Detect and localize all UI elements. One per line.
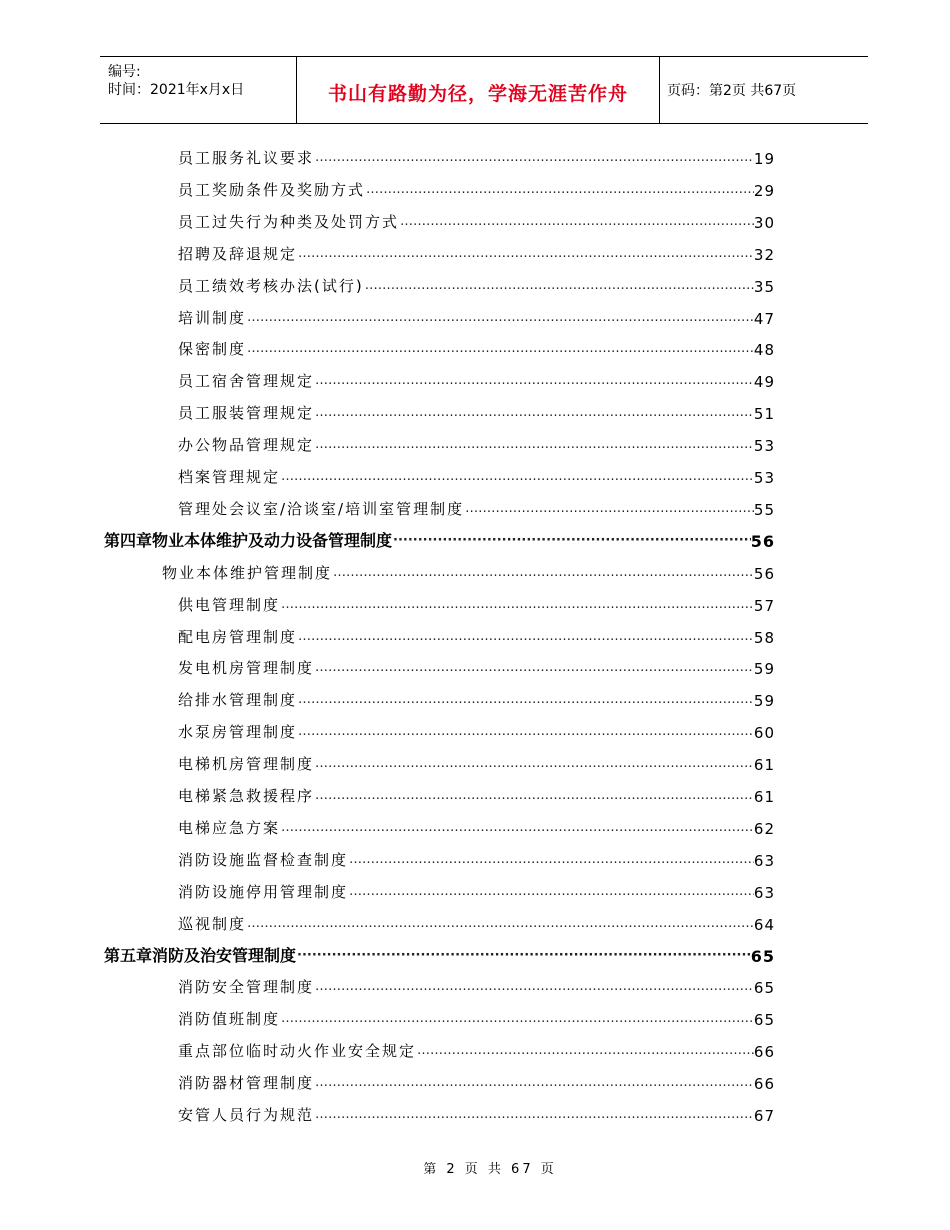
toc-leader-dots: [399, 214, 754, 229]
toc-leader-dots: [416, 1043, 754, 1058]
toc-entry[interactable]: [178, 367, 775, 391]
toc-page-number: 49: [753, 373, 775, 392]
toc-entry-title: 重点部位临时动火作业安全规定: [178, 1042, 417, 1061]
toc-entry[interactable]: [178, 495, 775, 519]
date-label: 时间：2021年x月x日: [108, 82, 245, 98]
toc-page-number: 53: [753, 437, 775, 456]
toc-entry-title: 管理处会议室/洽谈室/培训室管理制度: [178, 499, 465, 518]
toc-page-number: 32: [753, 245, 775, 264]
toc-entry[interactable]: [178, 686, 775, 710]
toc-leader-dots: [297, 724, 754, 739]
toc-entry-title: 员工奖励条件及奖励方式: [178, 180, 366, 199]
toc-page-number: 61: [753, 788, 775, 806]
toc-page-number: 66: [753, 1075, 775, 1094]
motto-text: 书山有路勤为径，学海无涯苦作舟: [327, 83, 628, 105]
toc-entry-title: 招聘及辞退规定: [178, 244, 298, 263]
toc-entry[interactable]: [178, 973, 775, 997]
toc-page-number: 62: [753, 819, 775, 838]
toc-leader-dots: [348, 884, 754, 899]
toc-entry-title: 巡视制度: [178, 914, 247, 933]
toc-entry[interactable]: [178, 208, 775, 232]
toc-entry-title: 配电房管理制度: [178, 627, 298, 646]
toc-entry-title: 发电机房管理制度: [178, 659, 315, 678]
toc-page-number: 65: [750, 946, 775, 966]
toc-entry-title: 档案管理规定: [178, 468, 281, 486]
toc-entry-title: 消防设施监督检查制度: [178, 850, 349, 869]
toc-entry-title: 员工服务礼议要求: [178, 149, 315, 167]
toc-entry[interactable]: [178, 463, 775, 487]
header-page-info: 页码：第2页 共67页: [667, 83, 797, 99]
toc-leader-dots: [246, 341, 754, 356]
toc-entry[interactable]: [178, 846, 775, 870]
toc-leader-dots: [314, 373, 754, 388]
serial-number-label: 编号:: [108, 64, 141, 80]
toc-chapter-number: 第五章: [104, 945, 153, 965]
toc-page-number: 60: [753, 724, 775, 743]
toc-leader-dots: [364, 278, 754, 293]
toc-entry[interactable]: [162, 559, 775, 583]
toc-page-number: 47: [753, 309, 775, 328]
toc-page-number: 30: [753, 213, 775, 232]
toc-entry-title: 员工过失行为种类及处罚方式: [178, 212, 400, 231]
toc-entry[interactable]: [178, 750, 775, 774]
toc-entry-title: 消防值班制度: [178, 1010, 281, 1029]
toc-chapter-entry[interactable]: [104, 942, 775, 966]
toc-entry[interactable]: [178, 814, 775, 838]
toc-entry[interactable]: [178, 1101, 775, 1125]
toc-leader-dots: [332, 565, 754, 580]
toc-entry[interactable]: [178, 144, 775, 168]
toc-leader-dots: [314, 150, 754, 165]
toc-page-number: 66: [753, 1043, 775, 1062]
toc-leader-dots: [280, 597, 754, 612]
toc-entry-title: 水泵房管理制度: [178, 723, 298, 742]
toc-leader-dots: [365, 182, 754, 197]
toc-page-number: 65: [753, 979, 775, 998]
toc-leader-dots: [392, 533, 751, 548]
toc-leader-dots: [464, 501, 754, 516]
toc-entry-title: 安管人员行为规范: [178, 1106, 315, 1124]
toc-entry-title: 给排水管理制度: [178, 691, 298, 710]
toc-entry[interactable]: [178, 1005, 775, 1029]
toc-page-number: 19: [753, 150, 775, 168]
toc-leader-dots: [348, 852, 754, 867]
toc-page-number: 53: [753, 469, 775, 487]
toc-page-number: 64: [753, 915, 775, 934]
toc-page-number: 48: [753, 341, 775, 360]
toc-entry[interactable]: [178, 304, 775, 328]
toc-page-number: 63: [753, 851, 775, 870]
toc-entry[interactable]: [178, 176, 775, 200]
toc-chapter-entry[interactable]: [104, 527, 775, 551]
toc-leader-dots: [280, 469, 754, 484]
toc-entry[interactable]: [178, 782, 775, 806]
toc-entry[interactable]: [178, 718, 775, 742]
toc-page-number: 29: [753, 181, 775, 200]
toc-entry[interactable]: [178, 1037, 775, 1061]
toc-page-number: 63: [753, 883, 775, 902]
toc-leader-dots: [314, 437, 754, 452]
toc-entry-title: 培训制度: [178, 308, 247, 327]
toc-entry-title: 消防设施停用管理制度: [178, 882, 349, 901]
toc-entry[interactable]: [178, 240, 775, 264]
toc-leader-dots: [314, 756, 754, 771]
toc-entry-title: 员工绩效考核办法(试行): [178, 276, 364, 295]
toc-page-number: 51: [753, 405, 775, 424]
toc-leader-dots: [246, 916, 754, 931]
toc-entry-title: 保密制度: [178, 340, 247, 359]
toc-entry-title: 消防器材管理制度: [178, 1074, 315, 1093]
toc-leader-dots: [314, 979, 754, 994]
toc-entry[interactable]: [178, 623, 775, 647]
toc-entry[interactable]: [178, 431, 775, 455]
toc-page-number: 58: [753, 628, 775, 647]
toc-page-number: 65: [753, 1011, 775, 1030]
toc-page-number: 56: [753, 564, 775, 583]
toc-entry[interactable]: [178, 878, 775, 902]
toc-leader-dots: [280, 1011, 754, 1026]
toc-entry-title: 办公物品管理规定: [178, 436, 315, 455]
toc-entry[interactable]: [178, 335, 775, 359]
toc-leader-dots: [314, 788, 754, 803]
toc-entry-title: 物业本体维护管理制度: [162, 563, 333, 582]
toc-page-number: 61: [753, 756, 775, 775]
toc-entry-title: 电梯应急方案: [178, 818, 281, 837]
toc-entry[interactable]: [178, 399, 775, 423]
toc-entry-title: 电梯紧急救援程序: [178, 787, 315, 805]
toc-entry[interactable]: [178, 1069, 775, 1093]
toc-leader-dots: [246, 310, 754, 325]
toc-page-number: 56: [750, 531, 775, 551]
toc-page-number: 57: [753, 596, 775, 615]
toc-entry[interactable]: [178, 272, 775, 296]
toc-leader-dots: [297, 692, 754, 707]
toc-entry-title: 消防安全管理制度: [178, 978, 315, 997]
toc-entry-title: 员工服装管理规定: [178, 404, 315, 423]
toc-leader-dots: [314, 405, 754, 420]
toc-entry-title: 物业本体维护及动力设备管理制度: [152, 530, 393, 550]
toc-leader-dots: [296, 948, 751, 963]
toc-entry-title: 消防及治安管理制度: [152, 945, 297, 965]
toc-chapter-number: 第四章: [104, 530, 153, 550]
toc-entry-title: 供电管理制度: [178, 595, 281, 614]
toc-entry-title: 员工宿舍管理规定: [178, 372, 315, 391]
toc-page-number: 35: [753, 277, 775, 296]
toc-entry[interactable]: [178, 654, 775, 678]
toc-leader-dots: [297, 629, 754, 644]
toc-leader-dots: [314, 660, 754, 675]
toc-entry-title: 电梯机房管理制度: [178, 755, 315, 774]
toc-leader-dots: [314, 1075, 754, 1090]
toc-page-number: 59: [753, 692, 775, 711]
toc-leader-dots: [297, 246, 754, 261]
toc-page-number: 59: [753, 660, 775, 679]
toc-entry[interactable]: [178, 591, 775, 615]
page-footer: 第 2 页 共 67 页: [423, 1162, 557, 1177]
toc-page-number: 67: [753, 1107, 775, 1125]
toc-leader-dots: [280, 820, 754, 835]
toc-page-number: 55: [753, 500, 775, 519]
toc-leader-dots: [314, 1107, 754, 1122]
toc-entry[interactable]: [178, 910, 775, 934]
